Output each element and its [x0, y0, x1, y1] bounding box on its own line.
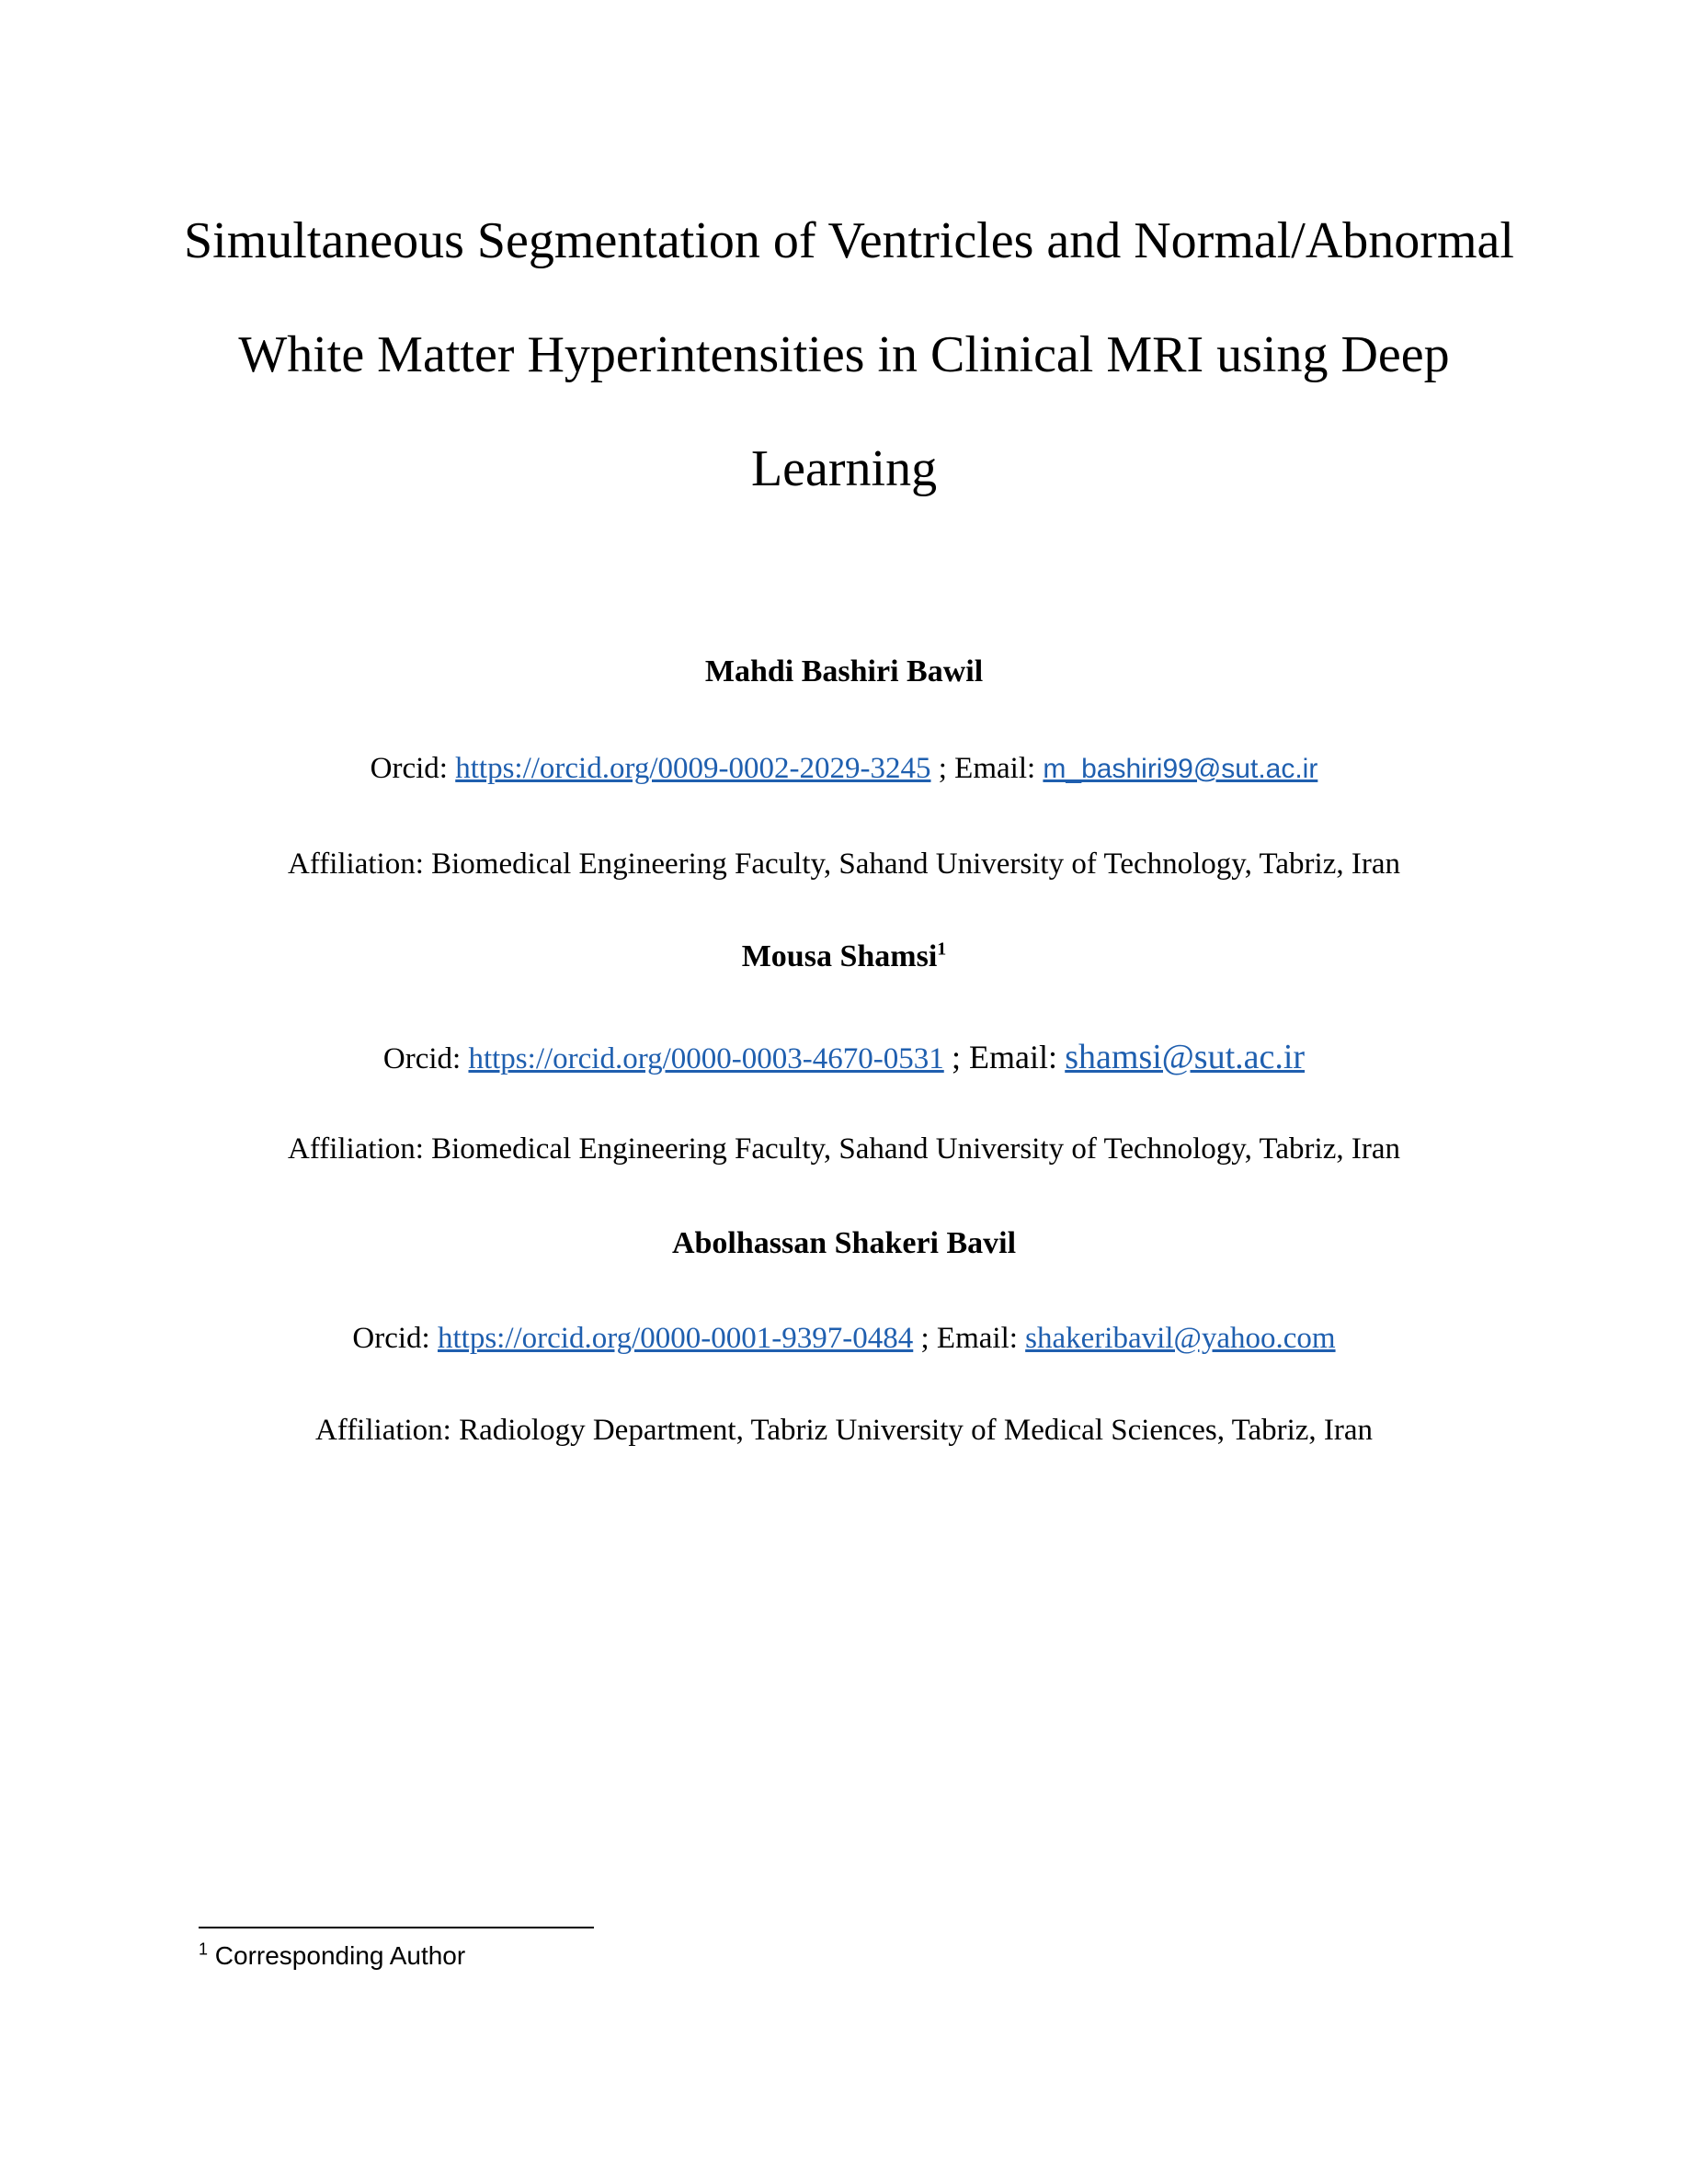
email-link[interactable]: shamsi@sut.ac.ir [1065, 1038, 1306, 1076]
orcid-link[interactable]: https://orcid.org/0000-0003-4670-0531 [468, 1042, 944, 1075]
orcid-link[interactable]: https://orcid.org/0009-0002-2029-3245 [455, 752, 931, 785]
email-label: ; Email: [952, 1039, 1057, 1075]
author-contact [0, 1322, 1688, 1356]
footnote-marker: 1 [199, 1939, 209, 1959]
author-affiliation: Affiliation: Biomedical Engineering Faculty, Sahand University of Technology, Tabriz, Iran [288, 1132, 1400, 1166]
title-line-3: Learning [750, 440, 938, 497]
orcid-label: Orcid: [352, 1322, 430, 1355]
footnote [199, 1941, 465, 1971]
footnote-text: Corresponding Author [214, 1941, 466, 1970]
author-name: Mousa Shamsi$^1$ [741, 938, 947, 973]
title-line-2: White Matter Hyperintensities in Clinical MRI using Deep [238, 326, 1450, 383]
email-label: ; Email: [938, 752, 1036, 785]
author-contact [0, 1037, 1688, 1077]
email-label: ; Email: [920, 1322, 1018, 1355]
orcid-link[interactable]: https://orcid.org/0000-0001-9397-0484 [437, 1322, 914, 1355]
email-link[interactable]: m_bashiri99@sut.ac.ir [1043, 754, 1318, 784]
corresponding-author-marker: 1 [937, 938, 947, 960]
title-line-1: Simultaneous Segmentation of Ventricles and Normal/Abnormal [184, 212, 1514, 269]
author-name: Mahdi Bashiri Bawil [704, 654, 984, 688]
orcid-label: Orcid: [382, 1042, 462, 1075]
author-affiliation: Affiliation: Radiology Department, Tabriz University of Medical Sciences, Tabriz, Iran [314, 1414, 1374, 1447]
author-contact [0, 752, 1688, 786]
orcid-label: Orcid: [370, 752, 448, 785]
author-affiliation: Affiliation: Biomedical Engineering Faculty, Sahand University of Technology, Tabriz, Iran [288, 847, 1400, 881]
email-link[interactable]: shakeribavil@yahoo.com [1025, 1322, 1336, 1355]
footnote-divider [199, 1927, 594, 1928]
paper-title [184, 184, 1514, 526]
author-name: Abolhassan Shakeri Bavil [671, 1226, 1017, 1260]
